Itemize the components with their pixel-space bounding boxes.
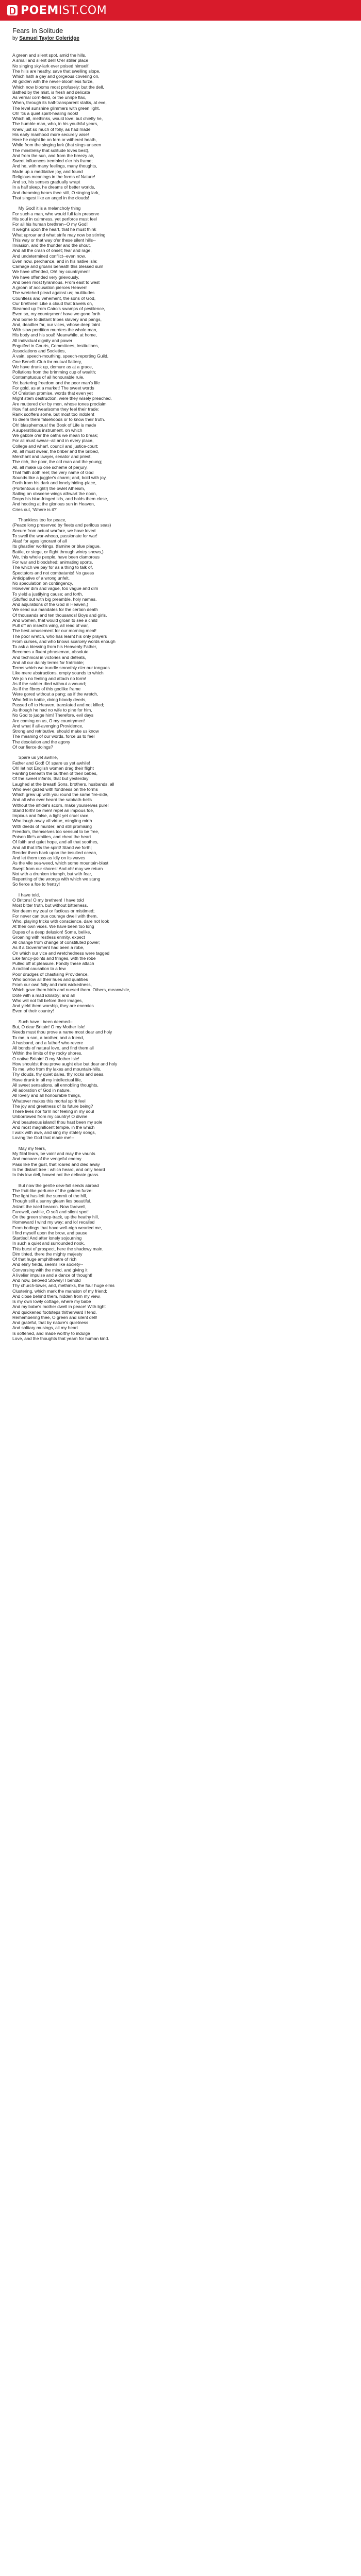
logo-text-tld: IST.COM	[58, 4, 107, 17]
logo-text-main: POEM	[21, 4, 59, 17]
byline-prefix: by	[12, 36, 18, 41]
poemist-logo-icon	[7, 5, 18, 15]
site-header	[0, 0, 361, 21]
author-link[interactable]: Samuel Taylor Coleridge	[19, 36, 79, 41]
poem-body: A green and silent spot, amid the hills, A small and silent dell! O'er stiller place No singing sky-lark ever poised himself. The hills are heathy, save that swelling slope, Which hath a gay and gorgeous covering on, All golden with the never-bloomless furze, Which now blooms most profusely: but the dell, Bathed by the mist, is fresh and delicate As vernal corn-field, or the unripe flax, When, through its half-transparent stalks, at eve, The level sunshine glimmers with green light. Oh! 'tis a quiet spirit-healing nook! Which all, methinks, would love; but chiefly he, The humble man, who, in his youthful years, Knew just so much of folly, as had made His early manhood more securely wise! Here he might lie on fern or withered heath, While from the singing lark (that sings unseen The minstrelsy that solitude loves best), And from the sun, and from the breezy air, Sweet influences trembled o'er his frame; And he, with many feelings, many thoughts, Made up a meditative joy, and found Religious meanings in the forms of Nature! And so, his senses gradually wrapt In a half sleep, he dreams of better worlds, And dreaming hears thee still, O singing lark, That singest like an angel in the clouds! My God! it is a melancholy thing For such a man, who would full fain preserve His soul in calmness, yet perforce must feel For all his human brethren--O my God! It weighs upon the heart, that he must think What uproar and what strife may now be stirring This way or that way o'er these silent hills-- Invasion, and the thunder and the shout, And all the crash of onset; fear and rage, And undetermined conflict--even now, Even now, perchance, and in his native isle: Carnage and groans beneath this blessed sun! We have offended, Oh! my countrymen! We have offended very grievously, And been most tyrannous. From east to west A groan of accusation pierces Heaven! The wretched plead against us; multitudes Countless and vehement, the sons of God, Our brethren! Like a cloud that travels on, Steamed up from Cairo's swamps of pestilence, Even so, my countrymen! have we gone forth And borne to distant tribes slavery and pangs, And, deadlier far, our vices, whose deep taint With slow perdition murders the whole man, His body and his soul! Meanwhile, at home, All individual dignity and power Engulfed in Courts, Committees, Institutions, Associations and Societies, A vain, speech-mouthing, speech-reporting Guild, One Benefit-Club for mutual flattery, We have drunk up, demure as at a grace, Pollutions from the brimming cup of wealth; Contemptuous of all honourable rule, Yet bartering freedom and the poor man's life For gold, as at a market! The sweet words Of Christian promise, words that even yet Might stem destruction, were they wisely preached, Are muttered o'er by men, whose tones proclaim How flat and wearisome they feel their trade: Rank scoffers some, but most too indolent To deem them falsehoods or to know their truth. Oh! blasphemous! the Book of Life is made A superstitious instrument, on which We gabble o'er the oaths we mean to break; For all must swear--all and in every place, College and wharf, council and justice-court; All, all must swear, the briber and the bribed, Merchant and lawyer, senator and priest, The rich, the poor, the old man and the young; All, all make up one scheme of perjury, That faith doth reel; the very name of God Sounds like a juggler's charm; and, bold with joy, Forth from his dark and lonely hiding-place, (Portentous sight!) the owlet Atheism, Sailing on obscene wings athwart the noon, Drops his blue-fringed lids, and holds them close, And hooting at the glorious sun in Heaven, Cries out, 'Where is it?' Thankless too for peace, (Peace long preserved by fleets and perilous seas) Secure from actual warfare, we have loved To swell the war-whoop, passionate for war! Alas! for ages ignorant of all Its ghastlier workings, (famine or blue plague, Battle, or siege, or flight through wintry snows,) We, this whole people, have been clamorous For war and bloodshed; animating sports, The which we pay for as a thing to talk of, Spectators and not combatants! No guess Anticipative of a wrong unfelt, No speculation on contingency, However dim and vague, too vague and dim To yield a justifying cause; and forth, (Stuffed out with big preamble, holy names, And adjurations of the God in Heaven,) We send our mandates for the certain death Of thousands and ten thousands! Boys and girls, And women, that would groan to see a child Pull off an insect's wing, all read of war, The best amusement for our morning meal! The poor wretch, who has learnt his only prayers From curses, and who knows scarcely words enough To ask a blessing from his Heavenly Father, Becomes a fluent phraseman, absolute And technical in victories and defeats, And all our dainty terms for fratricide; Terms which we trundle smoothly o'er our tongues Like mere abstractions, empty sounds to which We join no feeling and attach no form! As if the soldier died without a wound; As if the fibres of this godlike frame Were gored without a pang; as if the wretch, Who fell in battle, doing bloody deeds, Passed off to Heaven, translated and not killed; As though he had no wife to pine for him, No God to judge him! Therefore, evil days Are coming on us, O my countrymen! And what if all-avenging Providence, Strong and retributive, should make us know The meaning of our words, force us to feel The desolation and the agony Of our fierce doings? Spare us yet awhile, Father and God! O! spare us yet awhile! Oh! let not English women drag their flight Fainting beneath the burthen of their babes, Of the sweet infants, that but yesterday Laughed at the breast! Sons, brothers, husbands, all Who ever gazed with fondness on the forms Which grew up with you round the same fire-side, And all who ever heard the sabbath-bells Without the infidel's scorn, make yourselves pure! Stand forth! be men! repel an impious foe, Impious and false, a light yet cruel race, Who laugh away all virtue, mingling mirth With deeds of murder; and still promising Freedom, themselves too sensual to be free, Poison life's amities, and cheat the heart Of faith and quiet hope, and all that soothes, And all that lifts the spirit! Stand we forth; Render them back upon the insulted ocean, And let them toss as idly on its waves As the vile sea-weed, which some mountain-blast Swept from our shores! And oh! may we return Not with a drunken triumph, but with fear, Repenting of the wrongs with which we stung So fierce a foe to frenzy! I have told, O Britons! O my brethren! I have told Most bitter truth, but without bitterness. Nor deem my zeal or factious or mistimed; For never can true courage dwell with them, Who, playing tricks with conscience, dare not look At their own vices. We have been too long Dupes of a deep delusion! Some, belike, Groaning with restless enmity, expect All change from change of constituted power; As if a Government had been a robe, On which our vice and wretchedness were tagged Like fancy-points and fringes, with the robe Pulled off at pleasure. Fondly these attach A radical causation to a few Poor drudges of chastising Providence, Who borrow all their hues and qualities From our own folly and rank wickedness, Which gave them birth and nursed them. Others, meanwhile, Dote with a mad idolatry; and all Who will not fall before their images, And yield them worship, they are enemies Even of their country! Such have I been deemed-- But, O dear Britain! O my Mother Isle! Needs must thou prove a name most dear and holy To me, a son, a brother, and a friend, A husband, and a father! who revere All bonds of natural love, and find them all Within the limits of thy rocky shores. O native Britain! O my Mother Isle! How shouldst thou prove aught else but dear and holy To me, who from thy lakes and mountain-hills, Thy clouds, thy quiet dales, thy rocks and seas, Have drunk in all my intellectual life, All sweet sensations, all ennobling thoughts, All adoration of God in nature, All lovely and all honourable things, Whatever makes this mortal spirit feel The joy and greatness of its future being? There lives nor form nor feeling in my soul Unborrowed from my country! O divine And beauteous island! thou hast been my sole And most magnificent temple, in the which I walk with awe, and sing my stately songs, Loving the God that made me!-- May my fears, My filial fears, be vain! and may the vaunts And menace of the vengeful enemy Pass like the gust, that roared and died away In the distant tree : which heard, and only heard In this low dell, bowed not the delicate grass. But now the gentle dew-fall sends abroad The fruit-like perfume of the golden furze: The light has left the summit of the hill, Though still a sunny gleam lies beautiful, Aslant the ivied beacon. Now farewell, Farewell, awhile, O soft and silent spot! On the green sheep-track, up the heathy hill, Homeward I wind my way; and lo! recalled From bodings that have well-nigh wearied me, I find myself upon the brow, and pause Startled! And after lonely sojourning In such a quiet and surrounded nook, This burst of prospect, here the shadowy main, Dim tinted, there the mighty majesty Of that huge amphitheatre of rich And elmy fields, seems like society-- Conversing with the mind, and giving it A livelier impulse and a dance of thought! And now, beloved Stowey! I behold Thy church-tower, and, methinks, the four huge elms Clustering, which mark the mansion of my friend; And close behind them, hidden from my view, Is my own lowly cottage, where my babe And my babe's mother dwell in peace! With light And quickened footsteps thitherward I tend, Remembering thee, O green and silent dell! And grateful, that by nature's quietness And solitary musings, all my heart Is softened, and made worthy to indulge Love, and the thoughts that yearn for human kind.	[12, 53, 130, 1341]
site-logo[interactable]	[7, 4, 107, 17]
poem-article	[12, 27, 342, 1341]
poem-title: Fears In Solitude	[12, 27, 63, 35]
byline	[12, 36, 342, 41]
